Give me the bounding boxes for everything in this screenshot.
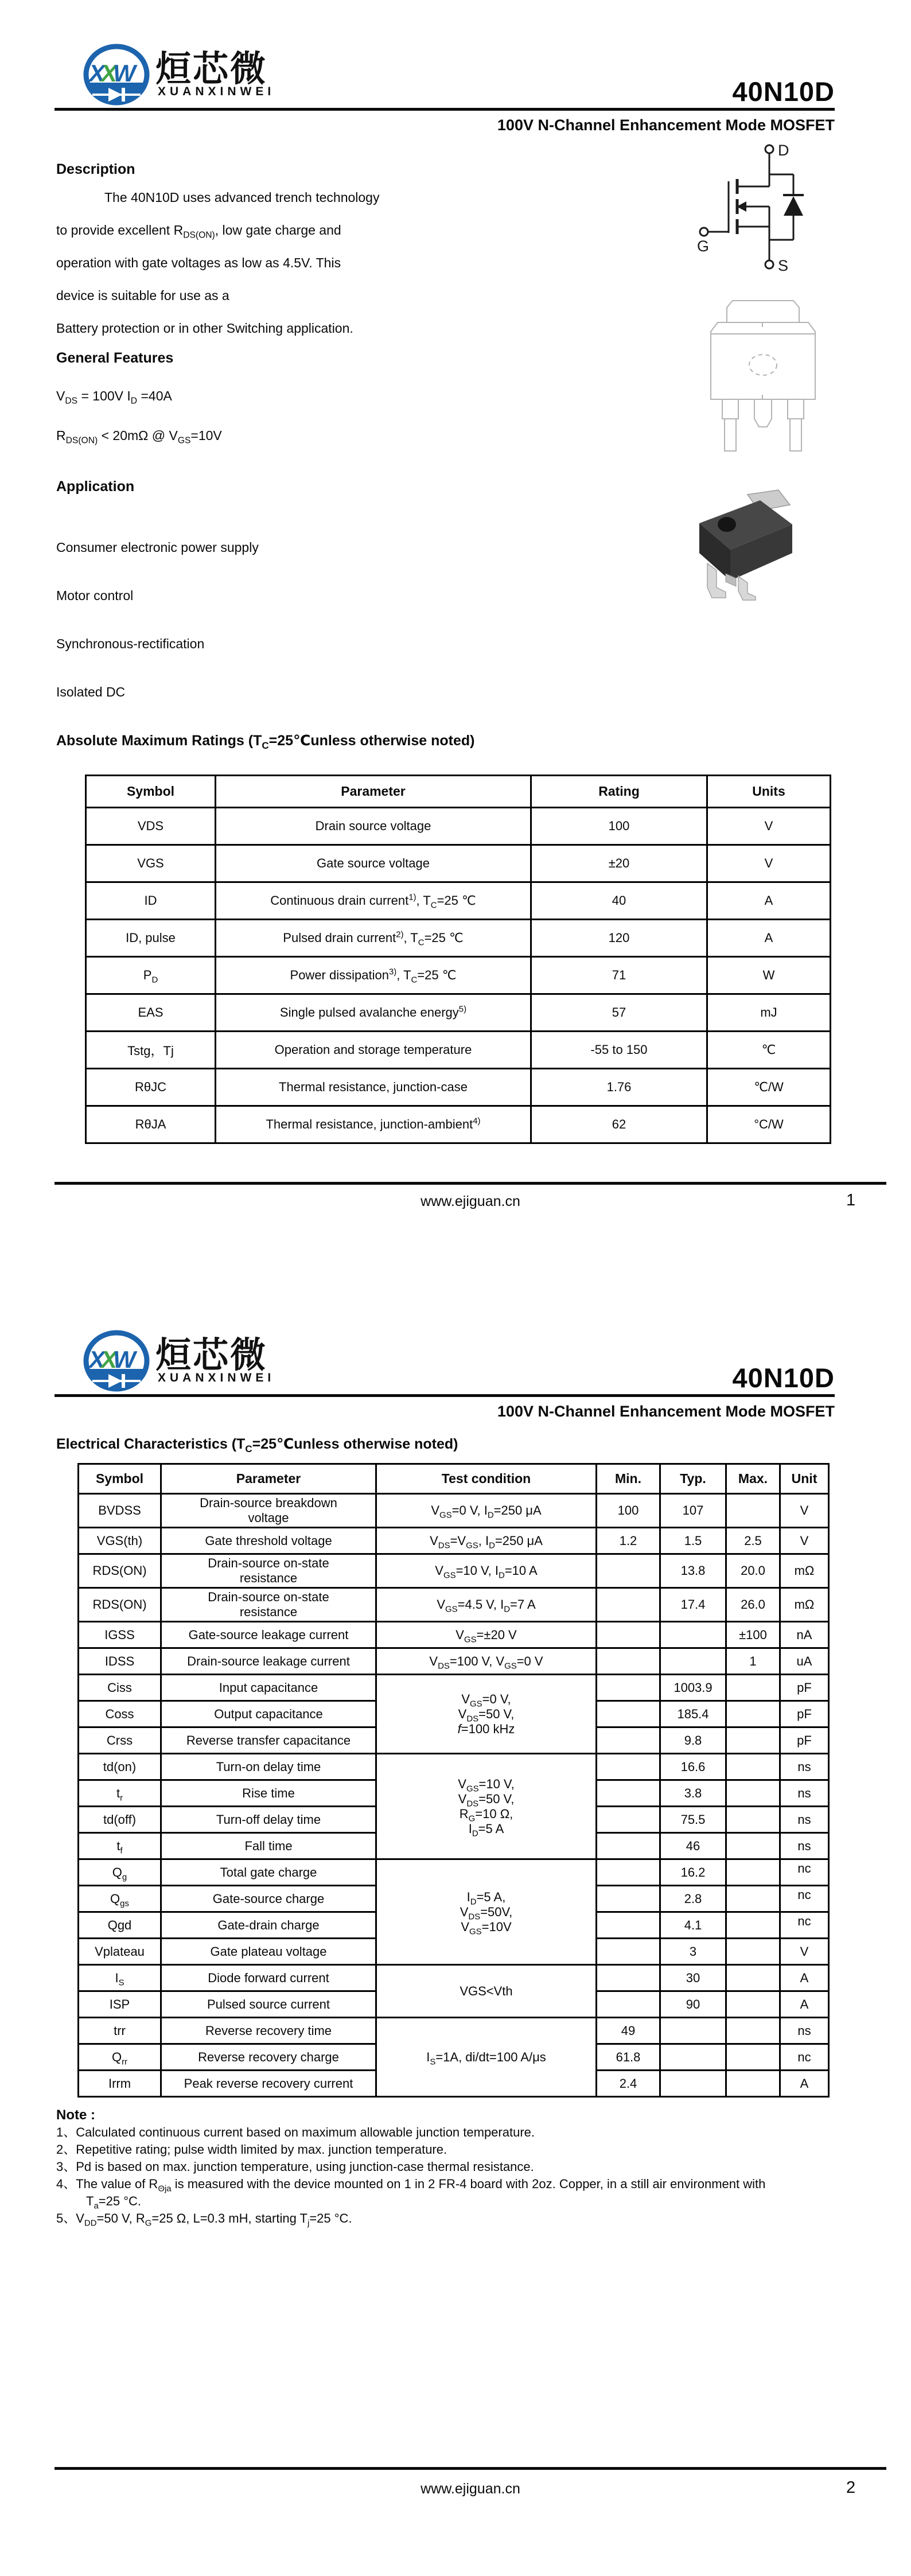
table-cell: V — [780, 1528, 829, 1554]
column-header: Max. — [726, 1464, 780, 1494]
footer-website: www.ejiguan.cn — [421, 2481, 520, 2497]
table-cell — [597, 1886, 660, 1912]
table-cell — [660, 1622, 726, 1648]
table-cell: Drain source voltage — [216, 808, 531, 845]
table-cell: Thermal resistance, junction-case — [216, 1069, 531, 1106]
table-cell: mJ — [707, 994, 831, 1032]
table-cell: trr — [79, 2018, 161, 2044]
table-cell: Drain-source on-state resistance — [161, 1554, 376, 1588]
table-cell: V — [780, 1939, 829, 1965]
table-cell: pF — [780, 1727, 829, 1754]
table-cell: 100 — [531, 808, 707, 845]
description-line: The 40N10D uses advanced trench technology — [104, 190, 380, 205]
table-row — [86, 882, 831, 920]
table-cell — [597, 1701, 660, 1727]
table-cell — [597, 1554, 660, 1588]
table-cell: 46 — [660, 1833, 726, 1859]
table-cell: Turn-off delay time — [161, 1807, 376, 1833]
table-cell: $V_{GS}=\pm 20$ V — [376, 1622, 597, 1648]
table-cell: Drain-source on-state resistance — [161, 1588, 376, 1622]
table-cell — [660, 2071, 726, 2097]
note-item: 3、Pd is based on max. junction temperature, using junction-case thermal resistance. — [56, 2159, 534, 2174]
drain-label: D — [778, 142, 789, 159]
table-cell: $V_{DS}=100$ V, $V_{GS}=0$ V — [376, 1648, 597, 1675]
table-row — [79, 1754, 829, 1780]
table-cell: ns — [780, 1807, 829, 1833]
table-cell: 40 — [531, 882, 707, 920]
table-row — [79, 1648, 829, 1675]
table-cell: 120 — [531, 920, 707, 957]
table-row — [86, 808, 831, 845]
table-cell: A — [707, 882, 831, 920]
table-cell: ns — [780, 2018, 829, 2044]
table-cell: Gate plateau voltage — [161, 1939, 376, 1965]
table-cell: nc — [780, 1912, 829, 1939]
datasheet-page-1 — [0, 0, 911, 1286]
table-cell — [726, 1859, 780, 1886]
column-header: Typ. — [660, 1464, 726, 1494]
table-cell: 1 — [726, 1648, 780, 1675]
header-rule — [54, 108, 835, 111]
table-cell: 57 — [531, 994, 707, 1032]
table-cell: ID — [86, 882, 216, 920]
abs-max-ratings-heading: Absolute Maximum Ratings ($T_C=25℃unless$ otherwise noted) — [56, 733, 475, 751]
table-cell — [597, 1648, 660, 1675]
table-cell: ns — [780, 1780, 829, 1807]
description-paragraph — [56, 181, 504, 345]
table-cell: Gate-source leakage current — [161, 1622, 376, 1648]
table-cell: 185.4 — [660, 1701, 726, 1727]
table-cell: Turn-on delay time — [161, 1754, 376, 1780]
footer-rule — [54, 1182, 886, 1185]
table-cell: 3 — [660, 1939, 726, 1965]
table-cell: VGS — [86, 845, 216, 882]
table-cell: $V_{GS}=4.5$ V, $I_D=7$ A — [376, 1588, 597, 1622]
table-cell — [726, 2044, 780, 2071]
table-cell: 2.8 — [660, 1886, 726, 1912]
description-line: device is suitable for use as a — [56, 288, 229, 303]
table-cell: 3.8 — [660, 1780, 726, 1807]
table-cell: ±20 — [531, 845, 707, 882]
table-cell — [660, 2018, 726, 2044]
table-cell: V — [780, 1494, 829, 1528]
logo-letter: X — [101, 1346, 118, 1373]
table-row — [79, 1554, 829, 1588]
table-cell: uA — [780, 1648, 829, 1675]
table-cell — [726, 1675, 780, 1701]
column-header: Unit — [780, 1464, 829, 1494]
table-cell: Gate-drain charge — [161, 1912, 376, 1939]
table-cell — [660, 1648, 726, 1675]
table-cell: $V_{GS}=10$ V, $V_{DS}=50$ V, $R_G=10$ Ω, $I_D=5$ A — [376, 1754, 597, 1859]
application-item: Motor control — [56, 588, 134, 603]
table-cell: IGSS — [79, 1622, 161, 1648]
notes-heading: Note : — [56, 2107, 95, 2123]
table-cell — [726, 1833, 780, 1859]
note-item: 1、Calculated continuous current based on maximum allowable junction temperature. — [56, 2125, 535, 2139]
table-cell: Diode forward current — [161, 1965, 376, 1991]
column-header: Parameter — [216, 776, 531, 808]
table-cell: Continuous drain current$^{1)}$, $T_C=25$ ℃ — [216, 882, 531, 920]
table-cell: Thermal resistance, junction-ambient$^{4)}$ — [216, 1106, 531, 1143]
table-row — [86, 920, 831, 957]
column-header: Rating — [531, 776, 707, 808]
table-cell: BVDSS — [79, 1494, 161, 1528]
table-cell: IDSS — [79, 1648, 161, 1675]
table-cell — [597, 1833, 660, 1859]
feature-line: $R_{DS(ON)} < 20m\Omega$ @ $V_{GS}=10V$ — [56, 428, 222, 446]
table-cell: td(on) — [79, 1754, 161, 1780]
table-cell — [597, 1939, 660, 1965]
table-cell: Gate source voltage — [216, 845, 531, 882]
table-cell: RDS(ON) — [79, 1554, 161, 1588]
table-cell: $V_{GS}=10$ V, $I_D=10$ A — [376, 1554, 597, 1588]
table-cell: mΩ — [780, 1554, 829, 1588]
table-cell — [726, 2071, 780, 2097]
page-subtitle: 100V N-Channel Enhancement Mode MOSFET — [497, 116, 835, 134]
table-cell: nc — [780, 1859, 829, 1886]
table-cell — [597, 1965, 660, 1991]
table-cell: W — [707, 957, 831, 994]
table-row — [86, 1106, 831, 1143]
footer-rule — [54, 2467, 886, 2470]
table-cell — [597, 1912, 660, 1939]
description-line: to provide excellent $R_{DS(ON)}$, low gate charge and — [56, 223, 341, 240]
table-cell: °C/W — [707, 1106, 831, 1143]
table-cell: 16.6 — [660, 1754, 726, 1780]
table-cell: ±100 — [726, 1622, 780, 1648]
table-cell: 49 — [597, 2018, 660, 2044]
table-cell: 107 — [660, 1494, 726, 1528]
table-cell: ISP — [79, 1991, 161, 2018]
table-cell: $t_f$ — [79, 1833, 161, 1859]
page-title-part-number: 40N10D — [732, 76, 835, 107]
table-cell: nA — [780, 1622, 829, 1648]
table-cell: nc — [780, 1886, 829, 1912]
note-item: 5、$V_{DD}=50$ V, $R_G=25$ Ω, L=0.3 mH, starting $T_j=25$ °C. — [56, 2211, 352, 2228]
package-photo — [690, 489, 799, 601]
description-line: operation with gate voltages as low as 4.5V. This — [56, 255, 341, 270]
table-cell — [726, 1701, 780, 1727]
table-cell: 17.4 — [660, 1588, 726, 1622]
column-header: Symbol — [79, 1464, 161, 1494]
table-cell: $I_D=5$ A, $V_{DS}=50V$, $V_{GS}=10V$ — [376, 1859, 597, 1965]
table-row — [79, 1675, 829, 1701]
table-cell: Qgd — [79, 1912, 161, 1939]
table-cell: EAS — [86, 994, 216, 1032]
table-row — [79, 1859, 829, 1886]
table-cell: 1.2 — [597, 1528, 660, 1554]
table-cell: Ciss — [79, 1675, 161, 1701]
logo-letter: W — [113, 1346, 136, 1373]
table-cell: $I_S=1A$, di/dt=100 A/μs — [376, 2018, 597, 2097]
table-row — [86, 1069, 831, 1106]
brand-logo — [83, 44, 347, 115]
column-header: Parameter — [161, 1464, 376, 1494]
xuanxinwei-logo-icon — [83, 44, 152, 108]
table-cell — [726, 1912, 780, 1939]
table-cell: 1003.9 — [660, 1675, 726, 1701]
table-row — [79, 2018, 829, 2044]
table-cell: Peak reverse recovery current — [161, 2071, 376, 2097]
brand-name-chinese: 烜芯微 — [155, 49, 268, 89]
table-cell — [726, 1886, 780, 1912]
table-cell: pF — [780, 1701, 829, 1727]
table-cell: 1.76 — [531, 1069, 707, 1106]
table-cell: V — [707, 845, 831, 882]
xuanxinwei-logo-icon — [83, 1330, 152, 1394]
table-row — [86, 994, 831, 1032]
table-cell: Crss — [79, 1727, 161, 1754]
table-cell: Total gate charge — [161, 1859, 376, 1886]
table-cell: ℃ — [707, 1032, 831, 1069]
table-cell: Reverse transfer capacitance — [161, 1727, 376, 1754]
table-cell — [597, 1859, 660, 1886]
page-number: 1 — [846, 1191, 856, 1209]
table-cell: 75.5 — [660, 1807, 726, 1833]
table-cell: A — [780, 1965, 829, 1991]
notes-section — [56, 2107, 802, 2227]
table-cell: VGS(th) — [79, 1528, 161, 1554]
table-header-row — [86, 776, 831, 808]
table-cell: VGS<Vth — [376, 1965, 597, 2018]
table-cell — [726, 2018, 780, 2044]
source-label: S — [778, 257, 789, 274]
table-cell: Fall time — [161, 1833, 376, 1859]
table-cell: VDS — [86, 808, 216, 845]
table-row — [86, 845, 831, 882]
table-row — [79, 1965, 829, 1991]
table-cell: $Q_{gs}$ — [79, 1886, 161, 1912]
column-header: Min. — [597, 1464, 660, 1494]
table-cell: RDS(ON) — [79, 1588, 161, 1622]
table-row — [79, 1622, 829, 1648]
gate-label: G — [697, 238, 710, 255]
datasheet-page-2 — [0, 1286, 911, 2576]
table-row — [79, 1494, 829, 1528]
table-cell: A — [780, 2071, 829, 2097]
table-row — [79, 1588, 829, 1622]
table-cell: 90 — [660, 1991, 726, 2018]
table-cell: nc — [780, 2044, 829, 2071]
table-cell: $V_{DS}=V_{GS}$, $I_D=250$ μA — [376, 1528, 597, 1554]
abs-max-table-body — [86, 808, 831, 1143]
application-list — [56, 523, 259, 716]
logo-letter: W — [113, 60, 136, 87]
table-cell: A — [780, 1991, 829, 2018]
table-cell — [726, 1727, 780, 1754]
application-item: Consumer electronic power supply — [56, 540, 259, 555]
header-rule — [54, 1394, 835, 1397]
logo-letter: X — [101, 60, 118, 87]
table-cell: 13.8 — [660, 1554, 726, 1588]
table-cell — [597, 1675, 660, 1701]
table-cell: 16.2 — [660, 1859, 726, 1886]
table-cell — [726, 1965, 780, 1991]
table-cell: Operation and storage temperature — [216, 1032, 531, 1069]
table-cell: 20.0 — [726, 1554, 780, 1588]
table-cell: 26.0 — [726, 1588, 780, 1622]
application-item: Isolated DC — [56, 684, 126, 699]
table-cell — [726, 1754, 780, 1780]
table-cell: 62 — [531, 1106, 707, 1143]
table-cell: Irrm — [79, 2071, 161, 2097]
column-header: Symbol — [86, 776, 216, 808]
package-outline-drawing — [703, 297, 823, 461]
table-cell: $Q_g$ — [79, 1859, 161, 1886]
feature-line: $V_{DS} = 100V$ $I_D =40A$ — [56, 388, 172, 406]
description-heading: Description — [56, 161, 135, 177]
table-cell: 1.5 — [660, 1528, 726, 1554]
note-item: 2、Repetitive rating; pulse width limited by max. junction temperature. — [56, 2142, 447, 2157]
table-row — [86, 1032, 831, 1069]
table-cell: Coss — [79, 1701, 161, 1727]
table-row — [79, 1528, 829, 1554]
table-cell — [726, 1939, 780, 1965]
table-row — [86, 957, 831, 994]
table-cell — [660, 2044, 726, 2071]
table-cell — [597, 1727, 660, 1754]
table-cell: Reverse recovery charge — [161, 2044, 376, 2071]
table-cell: Power dissipation$^{3)}$, $T_C=25$ ℃ — [216, 957, 531, 994]
table-cell: Reverse recovery time — [161, 2018, 376, 2044]
electrical-table-body — [79, 1494, 829, 2097]
table-cell: Single pulsed avalanche energy$^{5)}$ — [216, 994, 531, 1032]
table-cell: Pulsed source current — [161, 1991, 376, 2018]
table-cell: $t_r$ — [79, 1780, 161, 1807]
table-cell: ns — [780, 1833, 829, 1859]
table-cell: $V_{GS}=0$ V, $I_D=250$ μA — [376, 1494, 597, 1528]
abs-max-ratings-table — [85, 775, 831, 1144]
table-cell: ns — [780, 1754, 829, 1780]
page-subtitle: 100V N-Channel Enhancement Mode MOSFET — [497, 1403, 835, 1420]
column-header: Units — [707, 776, 831, 808]
table-cell: Tstg，Tj — [86, 1032, 216, 1069]
table-cell — [597, 1622, 660, 1648]
table-cell: -55 to 150 — [531, 1032, 707, 1069]
table-cell: td(off) — [79, 1807, 161, 1833]
table-cell — [726, 1494, 780, 1528]
brand-name-english: XUANXINWEI — [158, 85, 275, 98]
mosfet-symbol-diagram — [696, 141, 819, 276]
table-cell — [726, 1807, 780, 1833]
table-cell — [597, 1780, 660, 1807]
table-cell — [597, 1807, 660, 1833]
table-cell: $I_S$ — [79, 1965, 161, 1991]
table-cell: mΩ — [780, 1588, 829, 1622]
table-header-row — [79, 1464, 829, 1494]
page-title-part-number: 40N10D — [732, 1363, 835, 1393]
table-cell: V — [707, 808, 831, 845]
application-heading: Application — [56, 478, 135, 495]
table-cell: pF — [780, 1675, 829, 1701]
table-cell: Gate threshold voltage — [161, 1528, 376, 1554]
table-cell: Gate-source charge — [161, 1886, 376, 1912]
table-cell: 4.1 — [660, 1912, 726, 1939]
table-cell: 61.8 — [597, 2044, 660, 2071]
table-cell — [726, 1780, 780, 1807]
table-cell — [597, 1991, 660, 2018]
table-cell: Drain-source breakdown voltage — [161, 1494, 376, 1528]
table-cell: $P_D$ — [86, 957, 216, 994]
brand-name-english: XUANXINWEI — [158, 1371, 275, 1384]
table-cell — [726, 1991, 780, 2018]
table-cell: 2.4 — [597, 2071, 660, 2097]
table-cell: 71 — [531, 957, 707, 994]
brand-name-chinese: 烜芯微 — [155, 1336, 268, 1375]
brand-logo — [83, 1330, 347, 1402]
table-cell: Output capacitance — [161, 1701, 376, 1727]
electrical-characteristics-table — [77, 1463, 830, 2098]
page-number: 2 — [846, 2478, 856, 2497]
table-cell: $V_{GS}=0$ V, $V_{DS}=50$ V, f=100 kHz — [376, 1675, 597, 1754]
logo-letter: X — [89, 1346, 106, 1373]
table-cell: A — [707, 920, 831, 957]
table-cell: 100 — [597, 1494, 660, 1528]
table-cell: RθJA — [86, 1106, 216, 1143]
table-cell: Vplateau — [79, 1939, 161, 1965]
column-header: Test condition — [376, 1464, 597, 1494]
table-cell — [597, 1754, 660, 1780]
table-cell: 30 — [660, 1965, 726, 1991]
table-cell: $Q_{rr}$ — [79, 2044, 161, 2071]
table-cell: ℃/W — [707, 1069, 831, 1106]
general-features-heading: General Features — [56, 350, 174, 366]
description-line: Battery protection or in other Switching application. — [56, 321, 353, 336]
application-item: Synchronous-rectification — [56, 636, 205, 651]
general-features-list — [56, 376, 222, 456]
table-cell: 2.5 — [726, 1528, 780, 1554]
table-cell: RθJC — [86, 1069, 216, 1106]
electrical-characteristics-heading: Electrical Characteristics ($T_C=25℃unless$ otherwise noted) — [56, 1436, 458, 1454]
table-cell — [597, 1588, 660, 1622]
table-cell: Input capacitance — [161, 1675, 376, 1701]
footer-website: www.ejiguan.cn — [421, 1193, 520, 1209]
table-cell: ID, pulse — [86, 920, 216, 957]
note-item: 4、The value of $R_{\Theta ja}$ is measured with the device mounted on 1 in 2 FR-4 board with 2oz. Copper, in a still air environment with $T_a=25$ °C. — [56, 2177, 766, 2211]
table-cell: Drain-source leakage current — [161, 1648, 376, 1675]
table-cell: Rise time — [161, 1780, 376, 1807]
table-cell: 9.8 — [660, 1727, 726, 1754]
logo-letter: X — [89, 60, 106, 87]
table-cell: Pulsed drain current$^{2)}$, $T_C=25$ ℃ — [216, 920, 531, 957]
